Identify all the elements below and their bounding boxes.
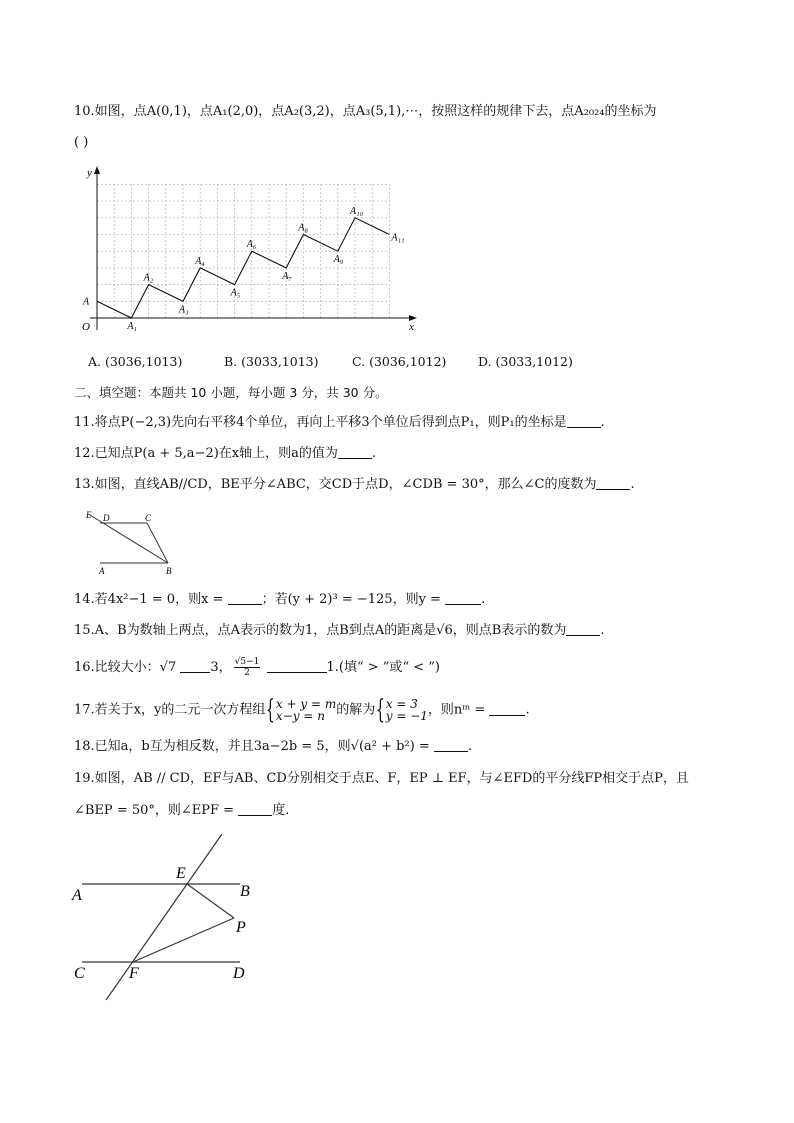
q16-blank-b[interactable] xyxy=(267,659,327,673)
q18: 18.已知a，b互为相反数，并且3a−2b = 5，则√(a² + b²) = . xyxy=(74,739,473,754)
label-e: E xyxy=(86,510,92,520)
q19-line-1: 19.如图，AB // CD，EF与AB、CD分别相交于点E、F，EP ⊥ EF，与∠EFD的平分线FP相交于点P，且 xyxy=(74,771,689,786)
q17-blank[interactable] xyxy=(489,702,525,716)
point-label: A₈ xyxy=(298,222,308,234)
equation-2: x−y = n xyxy=(275,709,325,723)
q13: 13.如图，直线AB//CD，BE平分∠ABC，交CD于点D，∠CDB = 30°，那么∠C的度数为 . xyxy=(74,477,635,492)
q19-line-2 xyxy=(74,802,289,820)
label-c: C xyxy=(74,965,85,982)
q16-blank-a[interactable] xyxy=(180,659,210,673)
line-ef xyxy=(106,834,222,1000)
q18-text: 18.已知a，b互为相反数，并且3a−2b = 5，则√(a² + b²) = xyxy=(74,739,430,754)
q17-prefix: 17.若关于x，y的二元一次方程组 xyxy=(74,702,266,718)
y-axis-label: y xyxy=(87,167,92,179)
solution-1: x = 3 xyxy=(385,697,418,711)
section-2-heading: 二、填空题：本题共 10 小题，每小题 3 分，共 30 分。 xyxy=(74,385,388,400)
origin-label: O xyxy=(82,321,90,333)
q16-mid: 3， xyxy=(210,660,232,675)
option-a[interactable]: A. (3036,1013) xyxy=(88,354,183,369)
fraction-denominator: 2 xyxy=(244,668,250,678)
x-axis-label: x xyxy=(409,321,414,333)
solution-system xyxy=(386,698,428,722)
q13-blank[interactable] xyxy=(596,476,630,490)
q13-figure xyxy=(84,506,194,578)
q11-text: 11.将点P(−2,3)先向右平移4个单位，再向上平移3个单位后得到点P₁，则P₁的坐标是 xyxy=(74,415,567,430)
label-b: B xyxy=(166,566,172,576)
q19-suffix: 度. xyxy=(272,803,290,818)
point-label: A₁₀ xyxy=(350,205,364,217)
q10-stem xyxy=(74,103,657,121)
q14-blank-a[interactable] xyxy=(228,591,262,605)
line-eb xyxy=(90,515,168,563)
q16-suffix: 1.(填“ > ”或“ < ”) xyxy=(326,660,440,675)
q15-text: 15.A、B为数轴上两点，点A表示的数为1，点B到点A的距离是√6，则点B表示的数为 xyxy=(74,623,567,638)
q10-paren: ( ) xyxy=(74,135,89,150)
q16-fraction xyxy=(234,657,261,678)
q14: 14.若4x²−1 = 0，则x = ；若(y + 2)³ = −125，则y = . xyxy=(74,592,486,607)
point-label: A₃ xyxy=(179,304,189,316)
label-a: A xyxy=(99,566,105,576)
fraction-numerator: √5−1 xyxy=(234,657,260,667)
q15: 15.A、B为数轴上两点，点A表示的数为1，点B到点A的距离是√6，则点B表示的数为 . xyxy=(74,623,605,638)
point-label: A₄ xyxy=(195,255,205,267)
option-b[interactable]: B. (3033,1013) xyxy=(224,354,319,369)
q19-text: ∠BEP = 50°，则∠EPF = xyxy=(74,803,235,818)
point-label: A₇ xyxy=(282,270,292,282)
equation-system xyxy=(276,698,336,722)
q13-text: 13.如图，直线AB//CD，BE平分∠ABC，交CD于点D，∠CDB = 30°，那么∠C的度数为 xyxy=(74,477,597,492)
q12: 12.已知点P(a + 5,a−2)在x轴上，则a的值为 . xyxy=(74,446,377,461)
y-axis-arrow-icon xyxy=(94,166,100,174)
q19-blank[interactable] xyxy=(238,802,272,816)
q17-mid: 的解为 xyxy=(336,702,376,718)
q17-suffix: ，则nᵐ = xyxy=(427,702,486,718)
option-d[interactable]: D. (3033,1012) xyxy=(478,354,573,369)
grid xyxy=(97,184,389,318)
q10-prefix: 10.如图，点 xyxy=(74,104,147,119)
q18-blank[interactable] xyxy=(434,738,468,752)
point-label: A xyxy=(83,296,90,308)
left-brace-icon: { xyxy=(375,695,386,725)
q15-blank[interactable] xyxy=(566,622,600,636)
q12-text: 12.已知点P(a + 5,a−2)在x轴上，则a的值为 xyxy=(74,446,338,461)
q14-part-b: ；若(y + 2)³ = −125，则y = xyxy=(261,592,441,607)
label-f: F xyxy=(129,965,139,982)
label-c: C xyxy=(145,513,152,523)
solution-2: y = −1 xyxy=(385,709,428,723)
point-label: A₁₁ xyxy=(391,232,405,244)
q11: 11.将点P(−2,3)先向右平移4个单位，再向上平移3个单位后得到点P₁，则P₁的坐标是 . xyxy=(74,415,605,430)
point-label: A₁ xyxy=(127,321,137,332)
left-brace-icon: { xyxy=(266,695,276,725)
q14-part-a: 14.若4x²−1 = 0，则x = xyxy=(74,592,224,607)
label-p: P xyxy=(236,919,246,936)
option-c[interactable]: C. (3036,1012) xyxy=(352,354,447,369)
q16-prefix: 16.比较大小：√7 xyxy=(74,660,177,675)
q11-blank[interactable] xyxy=(567,414,601,428)
label-e: E xyxy=(176,865,186,882)
point-label: A₉ xyxy=(333,254,344,266)
q17: 17.若关于x，y的二元一次方程组{ x + y = m x−y = n 的解为{ x = 3 y = −1 ，则nᵐ = . xyxy=(74,695,530,725)
q19-figure xyxy=(70,832,270,1007)
equation-1: x + y = m xyxy=(275,697,337,711)
point-label: A₂ xyxy=(143,272,154,284)
segment-ep xyxy=(187,884,234,918)
point-label: A₆ xyxy=(246,239,257,251)
q14-blank-b[interactable] xyxy=(445,591,481,605)
label-d: D xyxy=(233,965,245,982)
q10-text: A(0,1)，点A₁(2,0)，点A₂(3,2)，点A₃(5,1),⋯，按照这样的规律下去，点A₂₀₂₄的坐标为 xyxy=(146,104,657,119)
label-a: A xyxy=(72,887,82,904)
q16 xyxy=(74,657,440,678)
label-d: D xyxy=(103,513,110,523)
label-b: B xyxy=(240,883,250,900)
point-label: A₅ xyxy=(230,287,241,299)
q12-blank[interactable] xyxy=(338,445,372,459)
q10-graph xyxy=(72,160,432,335)
